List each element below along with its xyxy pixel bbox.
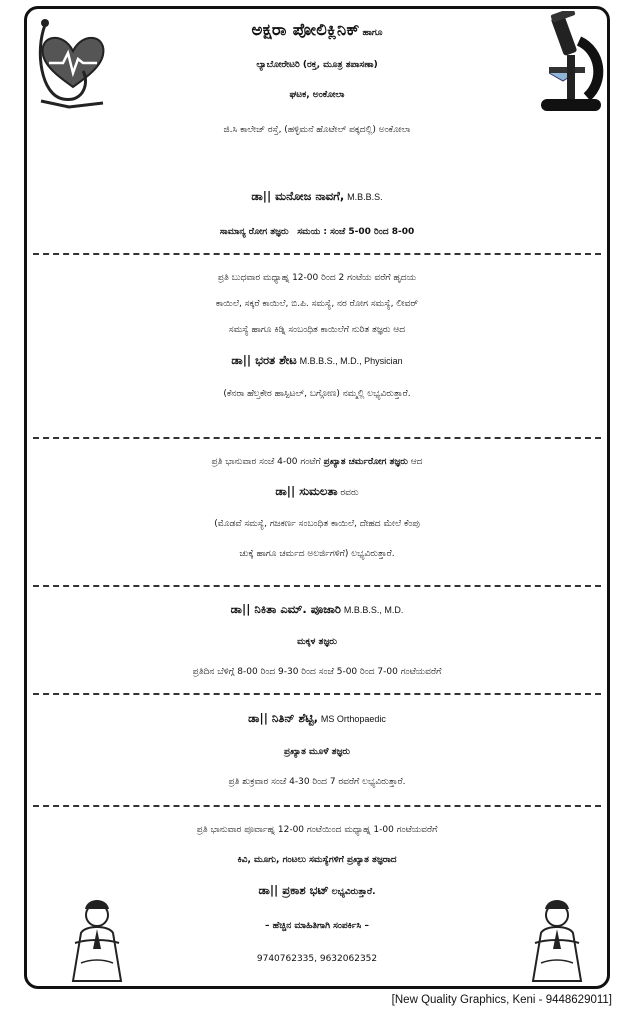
- contact-label: – ಹೆಚ್ಚಿನ ಮಾಹಿತಿಗಾಗಿ ಸಂಪರ್ಕಿಸಿ –: [265, 921, 369, 931]
- divider: [33, 253, 601, 255]
- doctor-manoj-section: [27, 179, 607, 249]
- contact-footer: [27, 909, 607, 975]
- doctor-timing: ಪ್ರತಿದಿನ ಬೆಳಿಗ್ಗೆ 8-00 ರಿಂದ 9-30 ರಿಂದ ಸಂಜೆ 5-00 ರಿಂದ 7-00 ಗಂಟೆಯವರೆಗೆ: [192, 667, 442, 677]
- section-text: ಆದ: [410, 457, 423, 467]
- divider: [33, 585, 601, 587]
- doctor-degree: M.B.B.S., M.D., Physician: [299, 356, 403, 366]
- doctor-specialty: ಸಾಮಾನ್ಯ ರೋಗ ತಜ್ಞರು: [219, 227, 289, 237]
- section-text: ಪ್ರತಿ ಬುಧವಾರ ಮಧ್ಯಾಹ್ನ 12-00 ರಿಂದ 2 ಗಂಟೆಯ ವರೆಗೆ ಹೃದಯ: [217, 273, 417, 283]
- poster-frame: [24, 6, 610, 989]
- lab-subtitle: ಲ್ಯಾಬೋರೇಟರಿ (ರಕ್ತ, ಮೂತ್ರ ತಪಾಸಣಾ): [256, 60, 378, 70]
- section-text: ಪ್ರತಿ ಭಾನುವಾರ ಸಂಜೆ 4-00 ಗಂಟೆಗೆ: [211, 457, 321, 467]
- section-text: (ಕೆನರಾ ಹೆಲ್ತಕೇರ ಹಾಸ್ಪಿಟಲ್, ಬಗ್ಗೋಣ) ನಮ್ಮಲ್ಲಿ ಲಭ್ಯವಿರುತ್ತಾರೆ.: [223, 389, 411, 399]
- section-text: (ಮೊಡವೆ ಸಮಸ್ಯೆ, ಗಜಕರ್ಣ ಸಂಬಂಧಿತ ಕಾಯಿಲೆ, ದೇಹದ ಮೇಲೆ ಕೆಂಪು: [214, 519, 420, 529]
- section-text: ಕಿವಿ, ಮೂಗು, ಗಂಟಲು ಸಮಸ್ಯೆಗಳಿಗೆ ಪ್ರಖ್ಯಾತ ತಜ್ಞರಾದ: [237, 855, 397, 865]
- section-text: ಚುಕ್ಕೆ ಹಾಗೂ ಚರ್ಮದ ಅಲರ್ಜಿಗಳಿಗೆ) ಲಭ್ಯವಿರುತ್ತಾರೆ.: [239, 549, 395, 559]
- printer-credit: [New Quality Graphics, Keni - 9448629011]: [391, 994, 612, 1006]
- divider: [33, 693, 601, 695]
- divider: [33, 437, 601, 439]
- doctor-specialty: ಪ್ರಖ್ಯಾತ ಮೂಳೆ ತಜ್ಞರು: [283, 747, 351, 757]
- address: ಜಿ.ಸಿ ಕಾಲೇಜ್ ರಸ್ತೆ, (ಹಳ್ಳಿಮನೆ ಹೊಟೇಲ್ ಪಕ್ಕದಲ್ಲಿ) ಅಂಕೋಲಾ: [223, 125, 411, 135]
- doctor-specialty: ಮಕ್ಕಳ ತಜ್ಞರು: [297, 637, 337, 647]
- doctor-name: ಡಾ|| ನಿತಿನ್ ಶೆಟ್ಟಿ,: [248, 711, 318, 725]
- doctor-name: ಡಾ|| ನಿಕಿತಾ ಎಮ್. ಪೂಜಾರಿ: [230, 602, 341, 616]
- title-suffix: ಹಾಗೂ: [362, 28, 383, 38]
- section-text: ಸಮಸ್ಯೆ ಹಾಗೂ ಕಿಡ್ನಿ ಸಂಬಂಧಿತ ಕಾಯಿಲೆಗೆ ನುರಿತ ತಜ್ಞರು ಆದ: [228, 325, 406, 335]
- section-text: ಕಾಯಿಲೆ, ಸಕ್ಕರೆ ಕಾಯಿಲೆ, ಬಿ.ಪಿ. ಸಮಸ್ಯೆ, ನರ ರೋಗ ಸಮಸ್ಯೆ, ಲೀವರ್: [215, 299, 419, 309]
- doctor-suffix: ಲಭ್ಯವಿರುತ್ತಾರೆ.: [331, 887, 376, 897]
- dermatology-section: [27, 449, 607, 569]
- divider: [33, 805, 601, 807]
- phone-numbers: 9740762335, 9632062352: [256, 954, 378, 964]
- pediatrics-section: [27, 593, 607, 687]
- doctor-name: ಡಾ|| ಸುಮಲತಾ: [275, 484, 338, 498]
- doctor-degree: M.B.B.S.: [347, 192, 383, 202]
- doctor-name: ಡಾ|| ಮನೋಜ ನಾವಗೆ,: [251, 189, 345, 203]
- doctor-degree: M.B.B.S., M.D.: [343, 605, 404, 615]
- doctor-name: ಡಾ|| ಪ್ರಕಾಶ ಭಟ್: [258, 883, 329, 897]
- orthopaedic-section: [27, 701, 607, 797]
- doctor-degree: MS Orthopaedic: [320, 714, 386, 724]
- cardiology-section: [27, 265, 607, 409]
- doctor-name: ಡಾ|| ಭರತ ಶೇಟ: [231, 353, 297, 367]
- specialty-highlight: ಪ್ರಖ್ಯಾತ ಚರ್ಮರೋಗ ತಜ್ಞರು: [323, 457, 408, 467]
- header: [27, 13, 607, 150]
- doctor-timing: ಸಮಯ : ಸಂಜೆ 5-00 ರಿಂದ 8-00: [297, 227, 415, 237]
- doctor-suffix: ರವರು: [340, 488, 359, 498]
- clinic-title: ಅಕ್ಷರಾ ಪೋಲಿಕ್ಲಿನಿಕ್: [251, 20, 360, 39]
- branch-location: ಘಟಕ, ಅಂಕೋಲಾ: [289, 90, 345, 100]
- section-text: ಪ್ರತಿ ಭಾನುವಾರ ಪೂರ್ವಾಹ್ನ 12-00 ಗಂಟೆಯಿಂದ ಮಧ್ಯಾಹ್ನ 1-00 ಗಂಟೆಯವರೆಗೆ: [196, 825, 438, 835]
- doctor-timing: ಪ್ರತಿ ಶುಕ್ರವಾರ ಸಂಜೆ 4-30 ರಿಂದ 7 ರವರೆಗೆ ಲಭ್ಯವಿರುತ್ತಾರೆ.: [228, 777, 406, 787]
